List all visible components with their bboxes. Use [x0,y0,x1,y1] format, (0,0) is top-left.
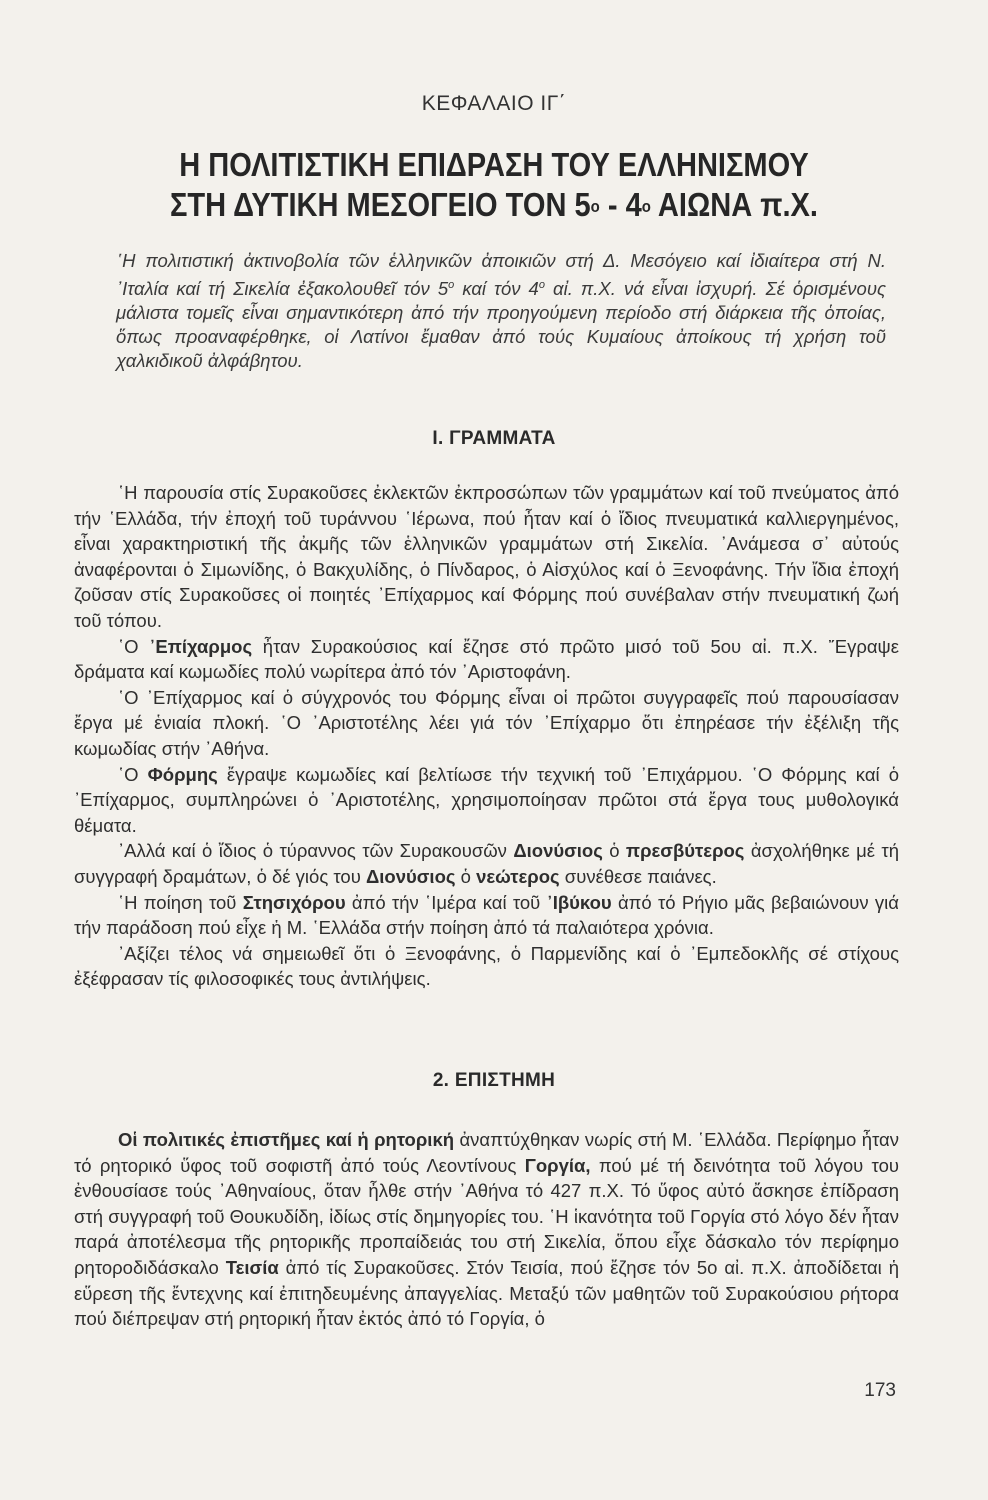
section-body-science [74,1127,899,1332]
paragraph: ῾Η παρουσία στίς Συρακοῦσες ἐκλεκτῶν ἐκπροσώπων τῶν γραμμάτων καί τοῦ πνεύματος ἀπό τήν ῾Ελλάδα, τήν ἐποχή τοῦ τυράννου ῾Ιέρωνα, πού ἦταν καί ὁ ἴδιος πνευματικά καλλιεργημένος, εἶναι χαρακτηριστική τῆς ἀκμῆς τῶν ἑλληνικῶν γραμμάτων στή Σικελία. ᾿Ανάμεσα σ᾿ αὐτούς ἀναφέρονται ὁ Σιμωνίδης, ὁ Βακχυλίδης, ὁ Πίνδαρος, ὁ Αἰσχύλος καί ὁ Ξενοφάνης. Τήν ἴδια ἐποχή ζοῦσαν στίς Συρακοῦσες οἱ ποιητές ᾿Επίχαρμος καί Φόρμης πού συνέβαλαν στήν πνευματική ζωή τοῦ τόπου. [74,482,899,631]
paragraph: ῾Ο ᾿Επίχαρμος καί ὁ σύγχρονός του Φόρμης εἶναι οἱ πρῶτοι συγγραφεῖς πού παρουσίασαν ἔργα μέ ἑνιαία πλοκή. ῾Ο ᾿Αριστοτέλης λέει γιά τόν ᾿Επίχαρμο ὅτι ἐπηρέασε τήν ἐξέλιξη τῆς κωμωδίας στήν ᾿Αθήνα. [74,686,899,759]
intro-paragraph: ῾Η πολιτιστική ἀκτινοβολία τῶν ἑλληνικῶν ἀποικιῶν στή Δ. Μεσόγειο καί ἰδιαίτερα στή Ν. ᾿Ιταλία καί τή Σικελία ἐξακολουθεῖ τόν $5^o$ καί τόν $4^o$ αἰ. π.Χ. νά εἶναι ἰσχυρή. Σέ ὁρισμένους μάλιστα τομεῖς εἶναι σημαντικότερη ἀπό τήν προηγούμενη περίοδο στή διάρκεια τῆς ὁποίας, ὅπως προαναφέρθηκε, οἱ Λατίνοι ἔμαθαν ἀπό τούς Κυμαίους ἀποίκους τή χρήση τοῦ χαλκιδικοῦ ἀλφάβητου. [116,250,886,372]
paragraph: ῾Ο Φόρμης ἔγραψε κωμωδίες καί βελτίωσε τήν τεχνική τοῦ ᾿Επιχάρμου. ῾Ο Φόρμης καί ὁ ᾿Επίχαρμος, συμπληρώνει ὁ ᾿Αριστοτέλης, χρησιμοποίησαν πρῶτοι στά ἔργα τους μυθολογικά θέματα. [74,763,899,836]
section-heading-science: 2. ΕΠΙΣΤΗΜΗ [432,1070,556,1091]
section-body-letters [74,480,899,992]
chapter-label: ΚΕΦΑΛΑΙΟ ΙΓ΄ [421,92,567,115]
paragraph: ῾Ο ᾿Επίχαρμος ἦταν Συρακούσιος καί ἔζησε στό πρῶτο μισό τοῦ 5ου αἰ. π.Χ. ῎Εγραψε δράματα καί κωμωδίες πολύ νωρίτερα ἀπό τόν ᾿Αριστοφάνη. [74,635,899,683]
title-line-1: Η ΠΟΛΙΤΙΣΤΙΚΗ ΕΠΙΔΡΑΣΗ ΤΟΥ ΕΛΛΗΝΙΣΜΟΥ [179,146,809,183]
paragraph: ᾿Αλλά καί ὁ ἴδιος ὁ τύραννος τῶν Συρακουσῶν Διονύσιος ὁ πρεσβύτερος ἀσχολήθηκε μέ τή συγγραφή δραμάτων, ὁ δέ γιός του Διονύσιος ὁ νεώτερος συνέθεσε παιάνες. [74,840,899,887]
title-line-2: ΣΤΗ ΔΥΤΙΚΗ ΜΕΣΟΓΕΙΟ ΤΟΝ $5^o - 4^o$ ΑΙΩΝΑ π.Χ. [169,186,819,223]
section-heading-letters: Ι. ΓΡΑΜΜΑΤΑ [432,428,556,449]
paragraph: ᾿Αξίζει τέλος νά σημειωθεῖ ὅτι ὁ Ξενοφάνης, ὁ Παρμενίδης καί ὁ ᾿Εμπεδοκλῆς σέ στίχους ἐξέφρασαν τίς φιλοσοφικές τους ἀντιλήψεις. [74,942,899,990]
paragraph: Οἱ πολιτικές ἐπιστῆμες καί ἡ ρητορική ἀναπτύχθηκαν νωρίς στή Μ. ῾Ελλάδα. Περίφημο ἦταν τό ρητορικό ὕφος τοῦ σοφιστῆ ἀπό τούς Λεοντίνους Γοργία, πού μέ τή δεινότητα τοῦ λόγου του ἐνθουσίασε τούς ᾿Αθηναίους, ὅταν ἦλθε στήν ᾿Αθήνα τό 427 π.Χ. Τό ὕφος αὐτό ἄσκησε ἐπίδραση στή συγγραφή τοῦ Θουκυδίδη, ἰδίως στίς δημηγορίες του. ῾Η ἱκανότητα τοῦ Γοργία στό λόγο δέν ἦταν παρά ἀποτέλεσμα τῆς ρητορικῆς προπαίδειάς του στή Σικελία, ὅπου εἶχε δάσκαλο τόν περίφημο ρητοροδιδάσκαλο Τεισία ἀπό τίς Συρακοῦσες. Στόν Τεισία, πού ἔζησε τόν 5ο αἰ. π.Χ. ἀποδίδεται ἡ εὕρεση τῆς ἔντεχνης καί ἐπιτηδευμένης ἀπαγγελίας. Μεταξύ τῶν μαθητῶν τοῦ Συρακούσιου ρήτορα πού διέπρεψαν στή ρητορική ἦταν ἐκτός ἀπό τό Γοργία, ὁ [74,1129,900,1330]
chapter-title [59,145,928,225]
page-number: 173 [864,1380,896,1401]
paragraph: ῾Η ποίηση τοῦ Στησιχόρου ἀπό τήν ῾Ιμέρα καί τοῦ ᾿Ιβύκου ἀπό τό Ρήγιο μᾶς βεβαιώνουν γιά τήν παράδοση πού εἶχε ἡ Μ. ῾Ελλάδα στήν ποίηση ἀπό τά παλαιότερα χρόνια. [74,891,899,939]
